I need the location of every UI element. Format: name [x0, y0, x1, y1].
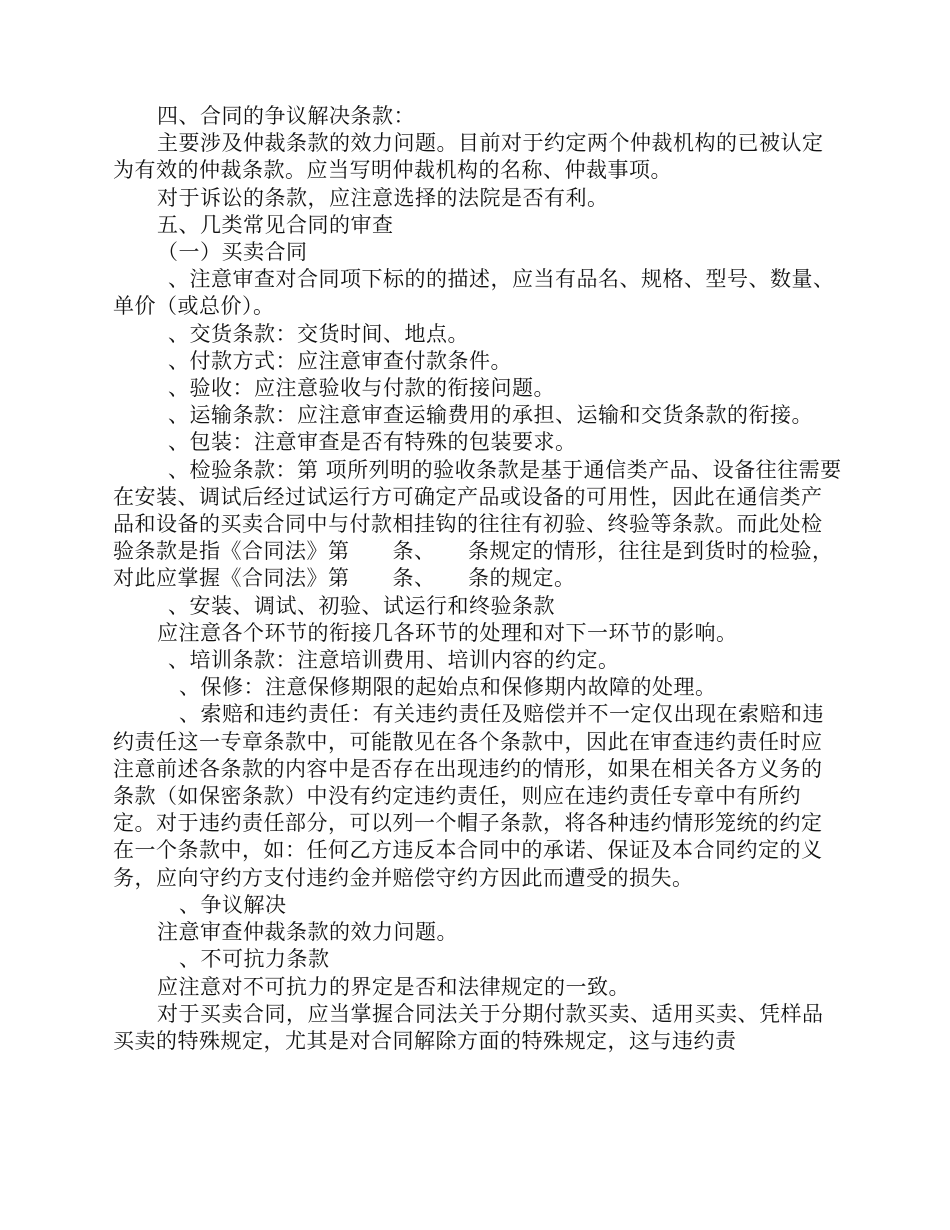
section-heading-common-contracts: 五、几类常见合同的审查 [157, 212, 394, 237]
list-item-warranty: 、保修：注意保修期限的起始点和保修期内故障的处理。 [179, 675, 717, 700]
list-item-installation: 、安装、调试、初验、试运行和终验条款 [168, 593, 555, 618]
paragraph-sales-special-rules: 对于买卖合同，应当掌握合同法关于分期付款买卖、适用买卖、凭样品买卖的特殊规定，尤其是对合同解除方面的特殊规定，这与违约责 [113, 1001, 824, 1053]
list-item-training: 、培训条款：注意培训费用、培训内容的约定。 [168, 648, 620, 673]
paragraph-litigation-court: 对于诉讼的条款，应注意选择的法院是否有利。 [157, 185, 609, 210]
document-body [113, 103, 843, 1055]
paragraph-force-majeure-note: 应注意对不可抗力的界定是否和法律规定的一致。 [157, 974, 630, 999]
list-item-dispute-resolution: 、争议解决 [179, 892, 287, 917]
section-heading-dispute-clause: 四、合同的争议解决条款： [157, 104, 415, 128]
list-item-acceptance: 、验收：应注意验收与付款的衔接问题。 [168, 376, 555, 401]
paragraph-installation-note: 应注意各个环节的衔接几各环节的处理和对下一环节的影响。 [157, 620, 738, 645]
list-item-transport: 、运输条款：应注意审查运输费用的承担、运输和交货条款的衔接。 [168, 403, 813, 428]
list-item-inspection: 、检验条款：第 项所列明的验收条款是基于通信类产品、设备往往需要在安装、调试后经过试运行方可确定产品或设备的可用性，因此在通信类产品和设备的买卖合同中与付款相挂钩的往往有初验、终验等条款。而此处检验条款是指《合同法》第 条、 条规定的情形，往往是到货时的检验，对此应掌握《合同法》第 条、 条的规定。 [113, 457, 842, 591]
subsection-heading-sales-contract: （一）买卖合同 [157, 240, 308, 265]
list-item-force-majeure: 、不可抗力条款 [179, 947, 330, 972]
paragraph-arbitration-validity: 主要涉及仲裁条款的效力问题。目前对于约定两个仲裁机构的已被认定为有效的仲裁条款。应当写明仲裁机构的名称、仲裁事项。 [113, 131, 824, 183]
list-item-packaging: 、包装：注意审查是否有特殊的包装要求。 [168, 430, 577, 455]
list-item-subject-description: 、注意审查对合同项下标的的描述，应当有品名、规格、型号、数量、单价（或总价）。 [113, 267, 835, 319]
list-item-liability: 、索赔和违约责任：有关违约责任及赔偿并不一定仅出现在索赔和违约责任这一专章条款中，可能散见在各个条款中，因此在审查违约责任时应注意前述各条款的内容中是否存在出现违约的情形，如果在相关各方义务的条款（如保密条款）中没有约定违约责任，则应在违约责任专章中有所约定。对于违约责任部分，可以列一个帽子条款，将各种违约情形笼统的约定在一个条款中，如：任何乙方违反本合同中的承诺、保证及本合同约定的义务，应向守约方支付违约金并赔偿守约方因此而遭受的损失。 [113, 702, 824, 890]
list-item-payment: 、付款方式：应注意审查付款条件。 [168, 348, 512, 373]
list-item-delivery: 、交货条款：交货时间、地点。 [168, 321, 469, 346]
paragraph-dispute-note: 注意审查仲裁条款的效力问题。 [157, 920, 458, 945]
